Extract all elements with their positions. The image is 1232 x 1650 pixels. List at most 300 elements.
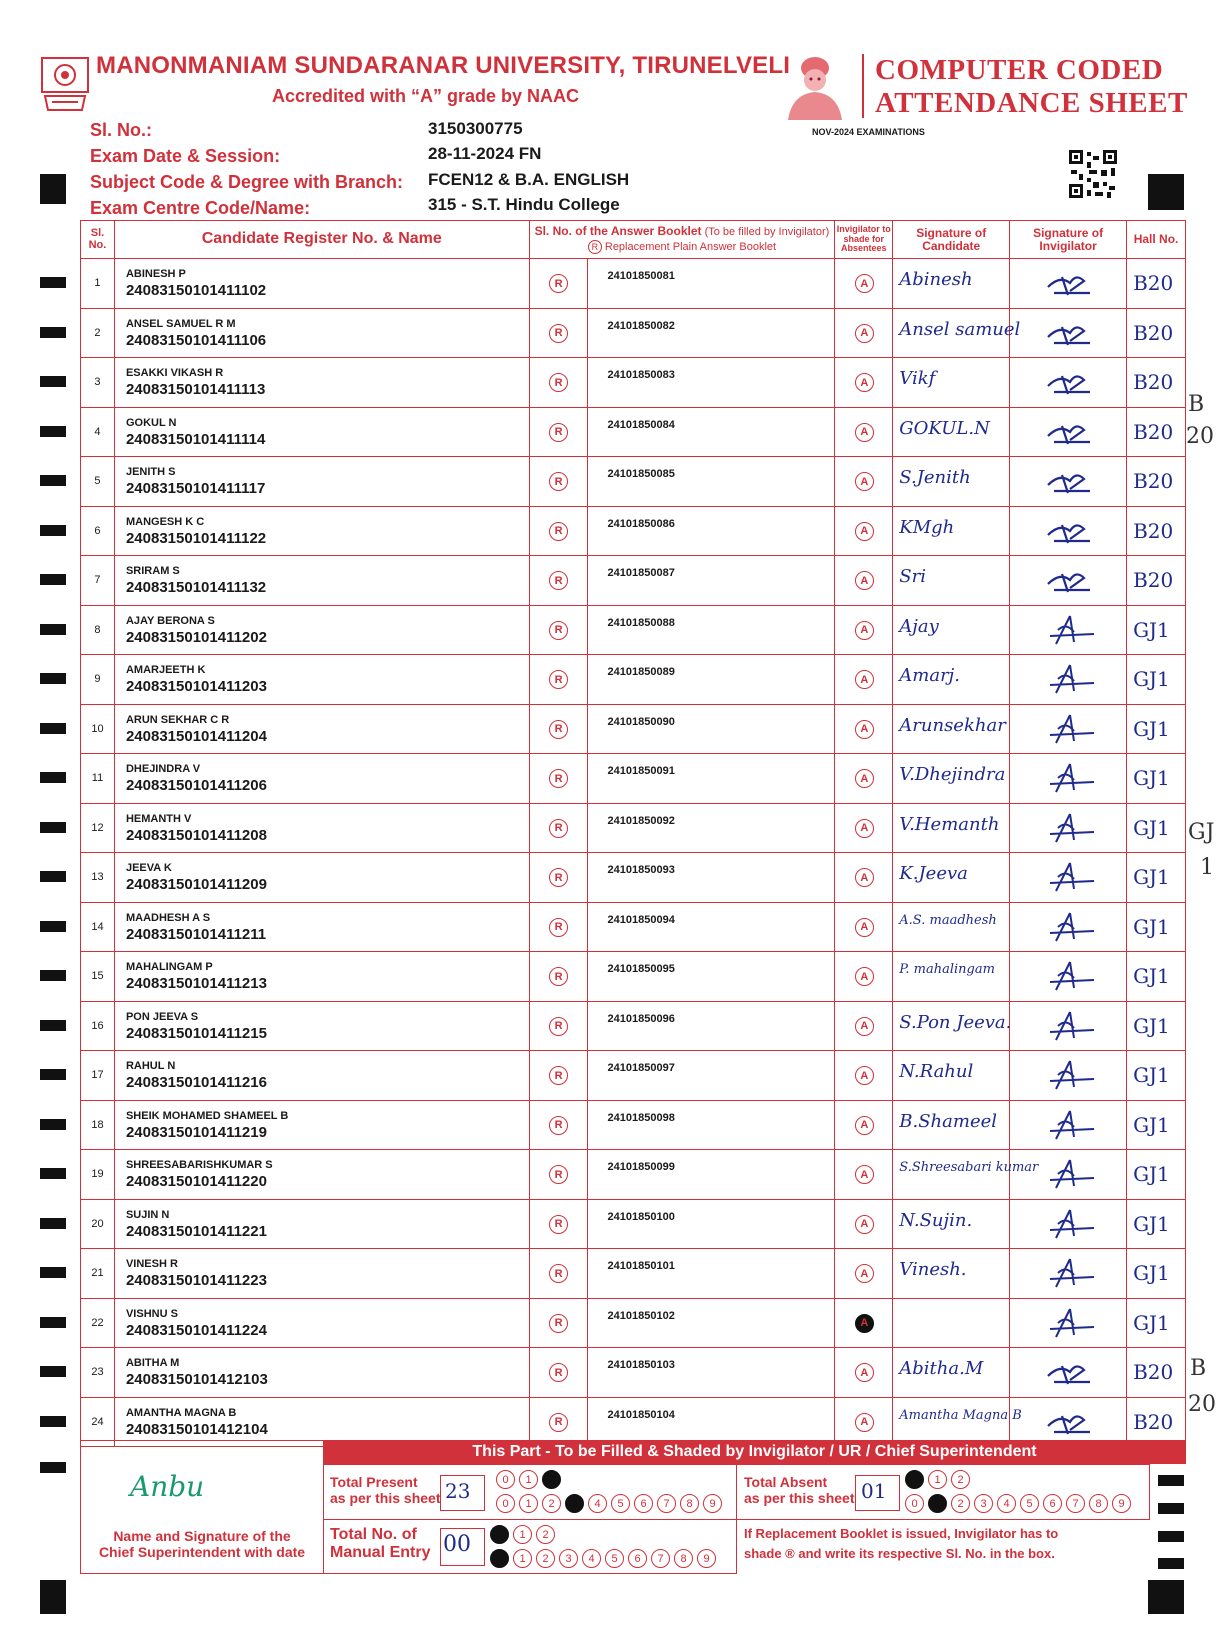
digit-bubble: 6	[1043, 1494, 1062, 1513]
candidate-name: AJAY BERONA S	[125, 614, 215, 627]
table-row	[81, 457, 1186, 507]
replacement-bubble[interactable]: R	[549, 1116, 568, 1135]
table-row	[81, 1200, 1186, 1250]
row-sl-no: 19	[81, 1150, 115, 1199]
timing-mark	[40, 673, 66, 684]
replacement-cell	[530, 358, 588, 407]
digit-bubble: 1	[513, 1525, 532, 1544]
absent-bubble[interactable]: A	[855, 720, 874, 739]
university-logo	[40, 56, 90, 114]
table-row	[81, 1051, 1186, 1101]
table-body	[81, 259, 1186, 1447]
digit-bubble: 1	[519, 1494, 538, 1513]
row-sl-no: 24	[81, 1398, 115, 1447]
absent-bubble[interactable]: A	[855, 1165, 874, 1184]
total-absent-label-line1: Total Absent	[744, 1474, 828, 1490]
hall-cell	[1127, 358, 1186, 407]
replacement-bubble[interactable]: R	[549, 1264, 568, 1283]
booklet-cell	[588, 507, 836, 556]
digit-bubble: 1	[513, 1549, 532, 1568]
candidate-name: ANSEL SAMUEL R M	[125, 317, 236, 330]
candidate-cell	[115, 507, 530, 556]
booklet-cell	[588, 1101, 836, 1150]
candidate-name: ESAKKI VIKASH R	[125, 367, 224, 379]
table-row	[81, 309, 1186, 359]
answer-booklet-no: 24101850095	[607, 963, 675, 975]
timing-mark	[40, 1416, 66, 1427]
absent-cell	[835, 655, 893, 704]
absent-bubble[interactable]: A	[855, 324, 874, 343]
table-row	[81, 358, 1186, 408]
digit-bubble: 2	[536, 1525, 555, 1544]
replacement-cell	[530, 1101, 588, 1150]
invigilator-signature-icon	[1040, 859, 1100, 895]
digit-bubble-filled: 0	[490, 1549, 509, 1568]
candidate-cell	[115, 705, 530, 754]
hall-cell	[1127, 259, 1186, 308]
timing-mark	[40, 822, 66, 833]
table-row	[81, 952, 1186, 1002]
replacement-bubble[interactable]: R	[549, 621, 568, 640]
absent-bubble[interactable]: A	[855, 1363, 874, 1382]
candidate-signature: Amantha Magna B	[899, 1407, 1022, 1423]
replacement-bubble[interactable]: R	[549, 472, 568, 491]
candidate-signature: V.Dhejindra	[899, 764, 1006, 785]
replacement-cell	[530, 1398, 588, 1447]
digit-bubble-filled: 3	[565, 1494, 584, 1513]
answer-booklet-no: 24101850086	[607, 517, 675, 530]
answer-booklet-no: 24101850087	[607, 567, 675, 579]
absent-bubble[interactable]: A	[855, 522, 874, 541]
candidate-signature: S.Pon Jeeva.	[899, 1011, 1012, 1033]
candidate-name: JEEVA K	[125, 862, 172, 874]
replacement-bubble[interactable]: R	[549, 670, 568, 689]
invigilator-signature-icon	[1040, 661, 1100, 697]
absent-bubble[interactable]: A	[855, 1215, 874, 1234]
absent-bubble[interactable]: A	[855, 1066, 874, 1085]
digit-bubble: 0	[496, 1470, 515, 1489]
absent-bubble[interactable]: A	[855, 472, 874, 491]
digit-bubble: 0	[905, 1494, 924, 1513]
total-absent-label	[744, 1474, 855, 1506]
candidate-register-no: 24083150101411220	[125, 1173, 267, 1190]
candidate-signature-cell	[893, 705, 1010, 754]
invigilator-signature-cell	[1010, 754, 1127, 803]
candidate-signature: A.S. maadhesh	[899, 912, 997, 928]
candidate-signature-cell	[893, 1299, 1010, 1348]
invigilator-signature-icon	[1040, 1008, 1100, 1044]
timing-mark	[40, 1218, 66, 1229]
candidate-signature-cell	[893, 804, 1010, 853]
invigilator-signature-cell	[1010, 804, 1127, 853]
absent-bubble[interactable]: A	[855, 621, 874, 640]
replacement-cell	[530, 556, 588, 605]
row-sl-no: 11	[81, 754, 115, 803]
invigilator-signature-cell	[1010, 705, 1127, 754]
absent-bubble[interactable]: A	[855, 1413, 874, 1432]
hall-no: GJ1	[1133, 1013, 1170, 1038]
candidate-name: MANGESH K C	[125, 515, 205, 528]
replacement-bubble[interactable]: R	[549, 1363, 568, 1382]
timing-mark	[40, 921, 66, 932]
invigilator-signature-cell	[1010, 606, 1127, 655]
invigilator-signature-icon	[1040, 513, 1100, 549]
booklet-cell	[588, 705, 836, 754]
replacement-bubble[interactable]: R	[549, 868, 568, 887]
invigilator-signature-cell	[1010, 408, 1127, 457]
candidate-signature: N.Rahul	[899, 1061, 974, 1082]
booklet-cell	[588, 903, 836, 952]
subject-value: FCEN12 & B.A. ENGLISH	[428, 170, 630, 189]
replacement-bubble-icon: R	[588, 240, 602, 254]
invigilator-signature-icon	[1040, 1404, 1100, 1440]
digit-bubble: 1	[928, 1470, 947, 1489]
absent-bubble[interactable]: A	[855, 1017, 874, 1036]
hall-no: B20	[1133, 419, 1174, 444]
candidate-name: SUJIN N	[125, 1208, 170, 1221]
digit-bubble: 0	[496, 1494, 515, 1513]
candidate-signature-cell	[893, 1101, 1010, 1150]
replacement-bubble[interactable]: R	[549, 1017, 568, 1036]
absent-bubble[interactable]: A	[855, 670, 874, 689]
centre-label: Exam Centre Code/Name:	[90, 198, 311, 218]
header-invigilator-signature: Signature of Invigilator	[1010, 221, 1127, 258]
candidate-register-no: 24083150101411203	[125, 678, 267, 695]
candidate-signature-cell	[893, 259, 1010, 308]
absent-units-bubbles[interactable]	[905, 1494, 1131, 1513]
invigilator-signature-icon	[1040, 1354, 1100, 1390]
digit-bubble: 7	[657, 1494, 676, 1513]
replacement-bubble[interactable]: R	[549, 522, 568, 541]
university-name: MANONMANIAM SUNDARANAR UNIVERSITY, TIRUNELVELI	[96, 52, 791, 79]
candidate-signature-cell	[893, 309, 1021, 358]
replacement-bubble[interactable]: R	[549, 967, 568, 986]
digit-bubble: 2	[542, 1494, 561, 1513]
digit-bubble: 3	[974, 1494, 993, 1513]
candidate-name: MAADHESH A S	[125, 911, 211, 924]
hall-no: GJ1	[1133, 716, 1170, 741]
digit-bubble: 5	[605, 1549, 624, 1568]
candidate-signature: Abinesh	[899, 269, 973, 290]
candidate-signature: Arunsekhar	[899, 714, 1006, 736]
candidate-name: GOKUL N	[125, 416, 177, 429]
margin-note: 1	[1200, 855, 1214, 880]
candidate-name: SHREESABARISHKUMAR S	[125, 1159, 273, 1171]
replacement-bubble[interactable]: R	[549, 1066, 568, 1085]
candidate-signature: Vinesh.	[899, 1259, 967, 1280]
candidate-register-no: 24083150101411208	[125, 826, 267, 844]
candidate-cell	[115, 309, 530, 358]
replacement-bubble[interactable]: R	[549, 324, 568, 343]
candidate-cell	[115, 1299, 530, 1348]
candidate-cell	[115, 1249, 530, 1298]
absent-bubble[interactable]: A	[855, 571, 874, 590]
candidate-name: AMARJEETH K	[125, 664, 206, 676]
candidate-signature-cell	[893, 556, 1010, 605]
exam-session-tag: NOV-2024 EXAMINATIONS	[812, 127, 925, 137]
invigilator-signature-cell	[1010, 1348, 1127, 1397]
sl-no-label: Sl. No.:	[90, 120, 152, 140]
table-row	[81, 606, 1186, 656]
digit-bubble: 8	[674, 1549, 693, 1568]
replacement-cell	[530, 606, 588, 655]
hall-no: GJ1	[1133, 1261, 1170, 1285]
candidate-cell	[115, 259, 530, 308]
table-header	[81, 221, 1186, 259]
invigilator-signature-cell	[1010, 853, 1127, 902]
candidate-cell	[115, 952, 530, 1001]
manual-tens-bubbles[interactable]	[490, 1525, 555, 1544]
replacement-bubble[interactable]: R	[549, 1314, 568, 1333]
hall-cell	[1127, 1398, 1186, 1447]
manual-units-bubbles[interactable]	[490, 1549, 716, 1568]
invigilator-signature-icon	[1040, 810, 1100, 846]
booklet-cell	[588, 1051, 836, 1100]
absent-cell	[835, 1002, 893, 1051]
row-sl-no: 17	[81, 1051, 115, 1100]
booklet-cell	[588, 457, 836, 506]
hall-no: B20	[1133, 518, 1174, 543]
replacement-bubble[interactable]: R	[549, 769, 568, 788]
present-units-bubbles[interactable]	[496, 1494, 722, 1513]
hall-cell	[1127, 1200, 1186, 1249]
timing-mark	[40, 723, 66, 734]
candidate-cell	[115, 408, 530, 457]
row-sl-no: 23	[81, 1348, 115, 1397]
absent-cell	[835, 507, 893, 556]
header-booklet-main: Sl. No. of the Answer Booklet	[534, 223, 702, 238]
replacement-bubble[interactable]: R	[549, 1413, 568, 1432]
hall-cell	[1127, 606, 1186, 655]
invigilator-signature-cell	[1010, 457, 1127, 506]
registration-mark	[40, 1580, 66, 1614]
digit-bubble-filled: 0	[905, 1470, 924, 1489]
absent-bubble[interactable]: A	[855, 967, 874, 986]
candidate-cell	[115, 1002, 530, 1051]
row-sl-no: 10	[81, 705, 115, 754]
header-candidate-signature: Signature of Candidate	[893, 221, 1010, 258]
candidate-cell	[115, 1051, 530, 1100]
exam-date-value: 28-11-2024 FN	[428, 144, 542, 163]
candidate-register-no: 24083150101411223	[125, 1272, 267, 1289]
candidate-signature-cell	[893, 507, 1010, 556]
candidate-signature: S.Jenith	[899, 467, 971, 488]
hall-no: B20	[1133, 370, 1174, 394]
replacement-cell	[530, 457, 588, 506]
invigilator-signature-cell	[1010, 309, 1127, 358]
absent-bubble[interactable]: A	[855, 274, 874, 293]
replacement-bubble[interactable]: R	[549, 918, 568, 937]
candidate-cell	[115, 1348, 530, 1397]
replacement-cell	[530, 309, 588, 358]
booklet-cell	[588, 1398, 836, 1447]
hall-no: GJ1	[1133, 964, 1170, 988]
invigilator-signature-icon	[1040, 760, 1100, 796]
absent-tens-bubbles[interactable]	[905, 1470, 970, 1489]
replacement-bubble[interactable]: R	[549, 819, 568, 838]
replacement-bubble[interactable]: R	[549, 373, 568, 392]
replacement-cell	[530, 804, 588, 853]
row-sl-no: 14	[81, 903, 115, 952]
answer-booklet-no: 24101850082	[607, 319, 675, 332]
absent-bubble[interactable]: A	[855, 868, 874, 887]
invigilator-signature-cell	[1010, 1249, 1127, 1298]
answer-booklet-no: 24101850091	[607, 765, 675, 777]
candidate-signature: Amarj.	[899, 665, 960, 686]
candidate-signature-cell	[893, 952, 1010, 1001]
row-sl-no: 1	[81, 259, 115, 308]
replacement-bubble[interactable]: R	[549, 423, 568, 442]
row-sl-no: 2	[81, 309, 115, 358]
hall-cell	[1127, 655, 1186, 704]
candidate-name: ARUN SEKHAR C R	[125, 713, 230, 726]
candidate-name: JENITH S	[125, 466, 176, 478]
candidate-signature-cell	[893, 606, 1010, 655]
candidate-cell	[115, 358, 530, 407]
candidate-signature: V.Hemanth	[899, 813, 1000, 835]
timing-mark	[40, 1366, 66, 1377]
hall-cell	[1127, 705, 1186, 754]
candidate-cell	[115, 903, 530, 952]
absent-bubble[interactable]: A	[855, 1314, 874, 1333]
absent-bubble[interactable]: A	[855, 1116, 874, 1135]
document-title-line2: ATTENDANCE SHEET	[875, 87, 1188, 119]
answer-booklet-no: 24101850100	[607, 1210, 675, 1223]
candidate-cell	[115, 853, 530, 902]
invigilator-signature-icon	[1040, 315, 1100, 351]
absent-cell	[835, 259, 893, 308]
candidate-register-no: 24083150101411114	[125, 430, 266, 448]
timing-mark	[1158, 1475, 1184, 1486]
candidate-register-no: 24083150101411132	[125, 579, 267, 596]
absent-bubble[interactable]: A	[855, 918, 874, 937]
digit-bubble: 7	[1066, 1494, 1085, 1513]
candidate-cell	[115, 606, 530, 655]
timing-mark	[40, 772, 66, 783]
hall-cell	[1127, 556, 1186, 605]
invigilator-signature-icon	[1040, 265, 1100, 301]
candidate-signature: P. mahalingam	[899, 962, 995, 977]
absent-bubble[interactable]: A	[855, 819, 874, 838]
invigilator-signature-cell	[1010, 1398, 1127, 1447]
digit-bubble: 2	[951, 1494, 970, 1513]
candidate-register-no: 24083150101411106	[125, 331, 267, 349]
absent-cell	[835, 754, 893, 803]
candidate-cell	[115, 1398, 530, 1447]
hall-cell	[1127, 952, 1186, 1001]
hall-cell	[1127, 1051, 1186, 1100]
answer-booklet-no: 24101850097	[607, 1062, 675, 1074]
timing-mark	[40, 871, 66, 882]
replacement-bubble[interactable]: R	[549, 571, 568, 590]
digit-bubble: 2	[536, 1549, 555, 1568]
hall-cell	[1127, 1150, 1186, 1199]
replacement-bubble[interactable]: R	[549, 1215, 568, 1234]
invigilator-signature-icon	[1040, 711, 1100, 747]
hall-no: GJ1	[1133, 865, 1170, 889]
invigilator-signature-cell	[1010, 1299, 1127, 1348]
hall-cell	[1127, 1348, 1186, 1397]
hall-cell	[1127, 1249, 1186, 1298]
absent-bubble[interactable]: A	[855, 769, 874, 788]
timing-mark	[40, 970, 66, 981]
sl-no-value: 3150300775	[428, 119, 523, 138]
replacement-cell	[530, 952, 588, 1001]
candidate-signature-cell	[893, 1398, 1022, 1447]
booklet-cell	[588, 1348, 836, 1397]
digit-bubble: 4	[588, 1494, 607, 1513]
qr-code	[1067, 148, 1119, 200]
hall-cell	[1127, 754, 1186, 803]
absent-cell	[835, 457, 893, 506]
manual-entry-label	[330, 1526, 430, 1563]
candidate-register-no: 24083150101412104	[125, 1420, 268, 1438]
absent-cell	[835, 1398, 893, 1447]
present-tens-bubbles[interactable]	[496, 1470, 561, 1489]
hall-no: B20	[1133, 271, 1174, 295]
candidate-name: AMANTHA MAGNA B	[125, 1406, 237, 1419]
registration-mark	[1148, 174, 1184, 210]
absent-bubble[interactable]: A	[855, 373, 874, 392]
candidate-signature-cell	[893, 1051, 1010, 1100]
invigilator-signature-icon	[1040, 909, 1100, 945]
hall-no: B20	[1133, 320, 1174, 345]
hall-cell	[1127, 804, 1186, 853]
hall-no: GJ1	[1133, 1211, 1170, 1236]
replacement-cell	[530, 1051, 588, 1100]
invigilator-signature-icon	[1040, 1156, 1100, 1192]
hall-no: B20	[1133, 1360, 1174, 1384]
candidate-register-no: 24083150101411221	[125, 1222, 267, 1240]
digit-bubble: 5	[1020, 1494, 1039, 1513]
replacement-bubble[interactable]: R	[549, 1165, 568, 1184]
absent-bubble[interactable]: A	[855, 423, 874, 442]
answer-booklet-no: 24101850103	[607, 1359, 675, 1371]
booklet-cell	[588, 259, 836, 308]
timing-mark	[40, 525, 66, 536]
absent-cell	[835, 1200, 893, 1249]
candidate-cell	[115, 754, 530, 803]
booklet-cell	[588, 655, 836, 704]
timing-mark	[40, 277, 66, 288]
booklet-cell	[588, 556, 836, 605]
candidate-signature-cell	[893, 1150, 1039, 1199]
invigilator-signature-cell	[1010, 1200, 1127, 1249]
hall-cell	[1127, 408, 1186, 457]
candidate-name: VINESH R	[125, 1258, 178, 1270]
hall-no: GJ1	[1133, 1112, 1170, 1137]
header-hall: Hall No.	[1127, 221, 1186, 258]
candidate-register-no: 24083150101411204	[125, 727, 267, 745]
candidate-name: SRIRAM S	[125, 565, 180, 577]
invigilator-signature-icon	[1040, 1255, 1100, 1291]
margin-note: B	[1188, 392, 1205, 417]
candidate-register-no: 24083150101411122	[125, 529, 267, 547]
invigilator-signature-icon	[1040, 1057, 1100, 1093]
candidate-cell	[115, 1101, 530, 1150]
absent-cell	[835, 804, 893, 853]
hall-no: GJ1	[1133, 815, 1170, 840]
absent-cell	[835, 408, 893, 457]
margin-note: 20	[1188, 1392, 1216, 1417]
table-row	[81, 408, 1186, 458]
replacement-bubble[interactable]: R	[549, 720, 568, 739]
replacement-cell	[530, 408, 588, 457]
invigilator-signature-cell	[1010, 1002, 1127, 1051]
row-sl-no: 16	[81, 1002, 115, 1051]
replacement-bubble[interactable]: R	[549, 274, 568, 293]
absent-bubble[interactable]: A	[855, 1264, 874, 1283]
